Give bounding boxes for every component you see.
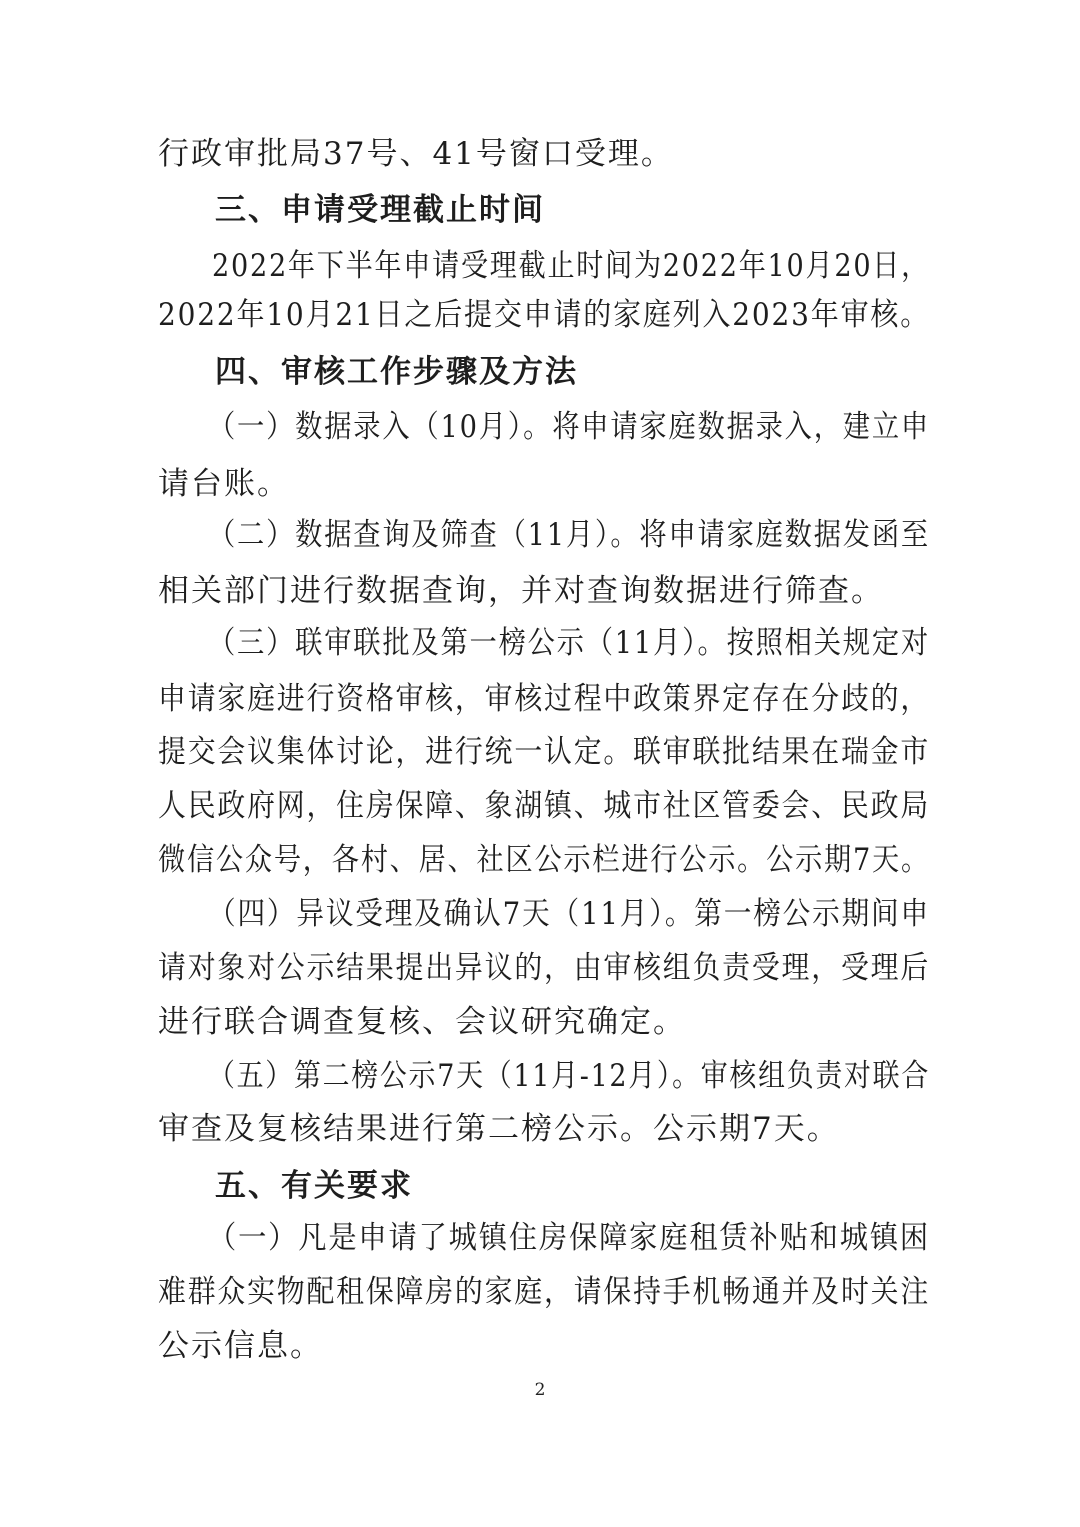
page-number: 2 [534,1380,546,1400]
text-line-16: 请对象对公示结果提出异议的，由审核组负责受理，受理后 [158,950,931,986]
text-line-23: 公示信息。 [158,1328,323,1364]
text-line-9: 相关部门进行数据查询，并对查询数据进行筛查。 [158,573,884,609]
section-heading-3: 三、申请受理截止时间 [215,192,545,228]
text-line-12: 提交会议集体讨论，进行统一认定。联审联批结果在瑞金市 [158,734,931,770]
text-line-6: （一）数据录入（10月）。将申请家庭数据录入，建立申 [208,409,930,445]
text-line-22: 难群众实物配租保障房的家庭，请保持手机畅通并及时关注 [158,1274,931,1310]
text-line-1: 行政审批局37号、41号窗口受理。 [158,136,674,172]
text-line-4: 2022年10月21日之后提交申请的家庭列入2023年审核。 [158,297,931,333]
text-line-17: 进行联合调查复核、会议研究确定。 [158,1004,686,1040]
text-line-21: （一）凡是申请了城镇住房保障家庭租赁补贴和城镇困 [208,1220,930,1256]
section-heading-5: 五、有关要求 [215,1168,413,1204]
text-line-10: （三）联审联批及第一榜公示（11月）。按照相关规定对 [208,625,930,661]
text-line-18: （五）第二榜公示7天（11月-12月）。审核组负责对联合 [208,1058,930,1094]
text-line-7: 请台账。 [158,466,290,502]
text-line-8: （二）数据查询及筛查（11月）。将申请家庭数据发函至 [208,517,930,553]
text-line-11: 申请家庭进行资格审核，审核过程中政策界定存在分歧的， [158,681,931,717]
text-line-14: 微信公众号，各村、居、社区公示栏进行公示。公示期7天。 [158,842,930,878]
text-line-13: 人民政府网，住房保障、象湖镇、城市社区管委会、民政局 [158,788,931,824]
text-line-19: 审查及复核结果进行第二榜公示。公示期7天。 [158,1111,840,1147]
section-heading-4: 四、审核工作步骤及方法 [215,354,578,390]
text-line-3: 2022年下半年申请受理截止时间为2022年10月20日， [212,248,930,284]
text-line-15: （四）异议受理及确认7天（11月）。第一榜公示期间申 [208,896,930,932]
